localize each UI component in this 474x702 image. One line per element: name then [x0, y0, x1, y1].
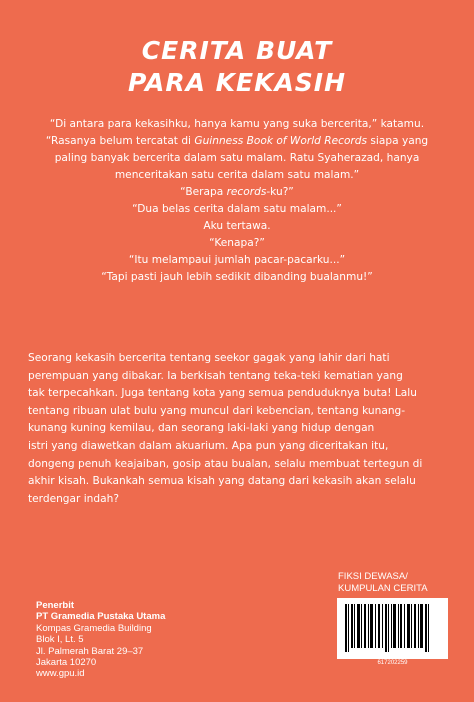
barcode-number: 617202259	[377, 660, 408, 666]
quote-line: “Dua belas cerita dalam satu malam...”	[132, 203, 342, 215]
quote-line: Aku tertawa.	[203, 220, 271, 232]
synopsis-line: kunang kuning kemilau, dan seorang laki-laki yang hidup dengan	[28, 422, 375, 435]
publisher-address-line: Blok I, Lt. 5	[36, 634, 84, 646]
publisher-label: Penerbit	[36, 600, 75, 611]
book-title-line-2: PARA KEKASIH	[127, 68, 347, 97]
excerpt-quote	[30, 116, 444, 286]
quote-line: “Berapa records-ku?”	[180, 186, 294, 198]
book-title-line-1: CERITA BUAT	[141, 36, 333, 65]
quote-line: “Itu melampaui jumlah pacar-pacarku...”	[128, 254, 346, 266]
genre-label	[338, 571, 448, 595]
synopsis-line: istri yang diawetkan dalam akuarium. Apa pun yang diceritakan itu,	[28, 439, 389, 452]
publisher-website: www.gpu.id	[36, 668, 85, 680]
synopsis-line: tentang ribuan ulat bulu yang muncul dari kebencian, tentang kunang-	[28, 404, 406, 417]
barcode-icon	[345, 604, 437, 652]
publisher-name: PT Gramedia Pustaka Utama	[36, 611, 166, 623]
publisher-address-line: Jl. Palmerah Barat 29–37	[36, 645, 144, 657]
publisher-address-line: Kompas Gramedia Building	[36, 622, 152, 634]
synopsis-line: dongeng penuh keajaiban, gosip atau bualan, selalu membuat tertegun di	[28, 457, 423, 470]
synopsis-line: Seorang kekasih bercerita tentang seekor gagak yang lahir dari hati	[28, 352, 390, 364]
quote-line: “Tapi pasti jauh lebih sedikit dibanding bualanmu!”	[101, 271, 373, 283]
quote-line: paling banyak bercerita dalam satu malam. Ratu Syaherazad, hanya	[54, 152, 420, 164]
synopsis-line: terdengar indah?	[28, 492, 119, 505]
publisher-info	[36, 600, 256, 680]
barcode-box	[337, 598, 448, 666]
genre-line-2: KUMPULAN CERITA	[338, 583, 428, 594]
synopsis-line: akhir kisah. Bukankah semua kisah yang datang dari kekasih akan selalu	[28, 475, 416, 488]
publisher-address-line: Jakarta 10270	[36, 657, 97, 669]
synopsis	[28, 350, 446, 508]
quote-line: menceritakan satu cerita dalam satu malam.”	[114, 169, 360, 181]
quote-line: “Kenapa?”	[209, 237, 265, 249]
synopsis-line: perempuan yang dibakar. Ia berkisah tentang teka-teki kematian yang	[28, 369, 403, 382]
synopsis-line: tak terpecahkan. Juga tentang kota yang semua penduduknya buta! Lalu	[28, 387, 417, 400]
genre-line-1: FIKSI DEWASA/	[338, 571, 408, 582]
quote-line: “Rasanya belum tercatat di Guinness Book of World Records siapa yang	[45, 135, 429, 147]
quote-line: “Di antara para kekasihku, hanya kamu yang suka bercerita,” katamu.	[49, 118, 425, 130]
